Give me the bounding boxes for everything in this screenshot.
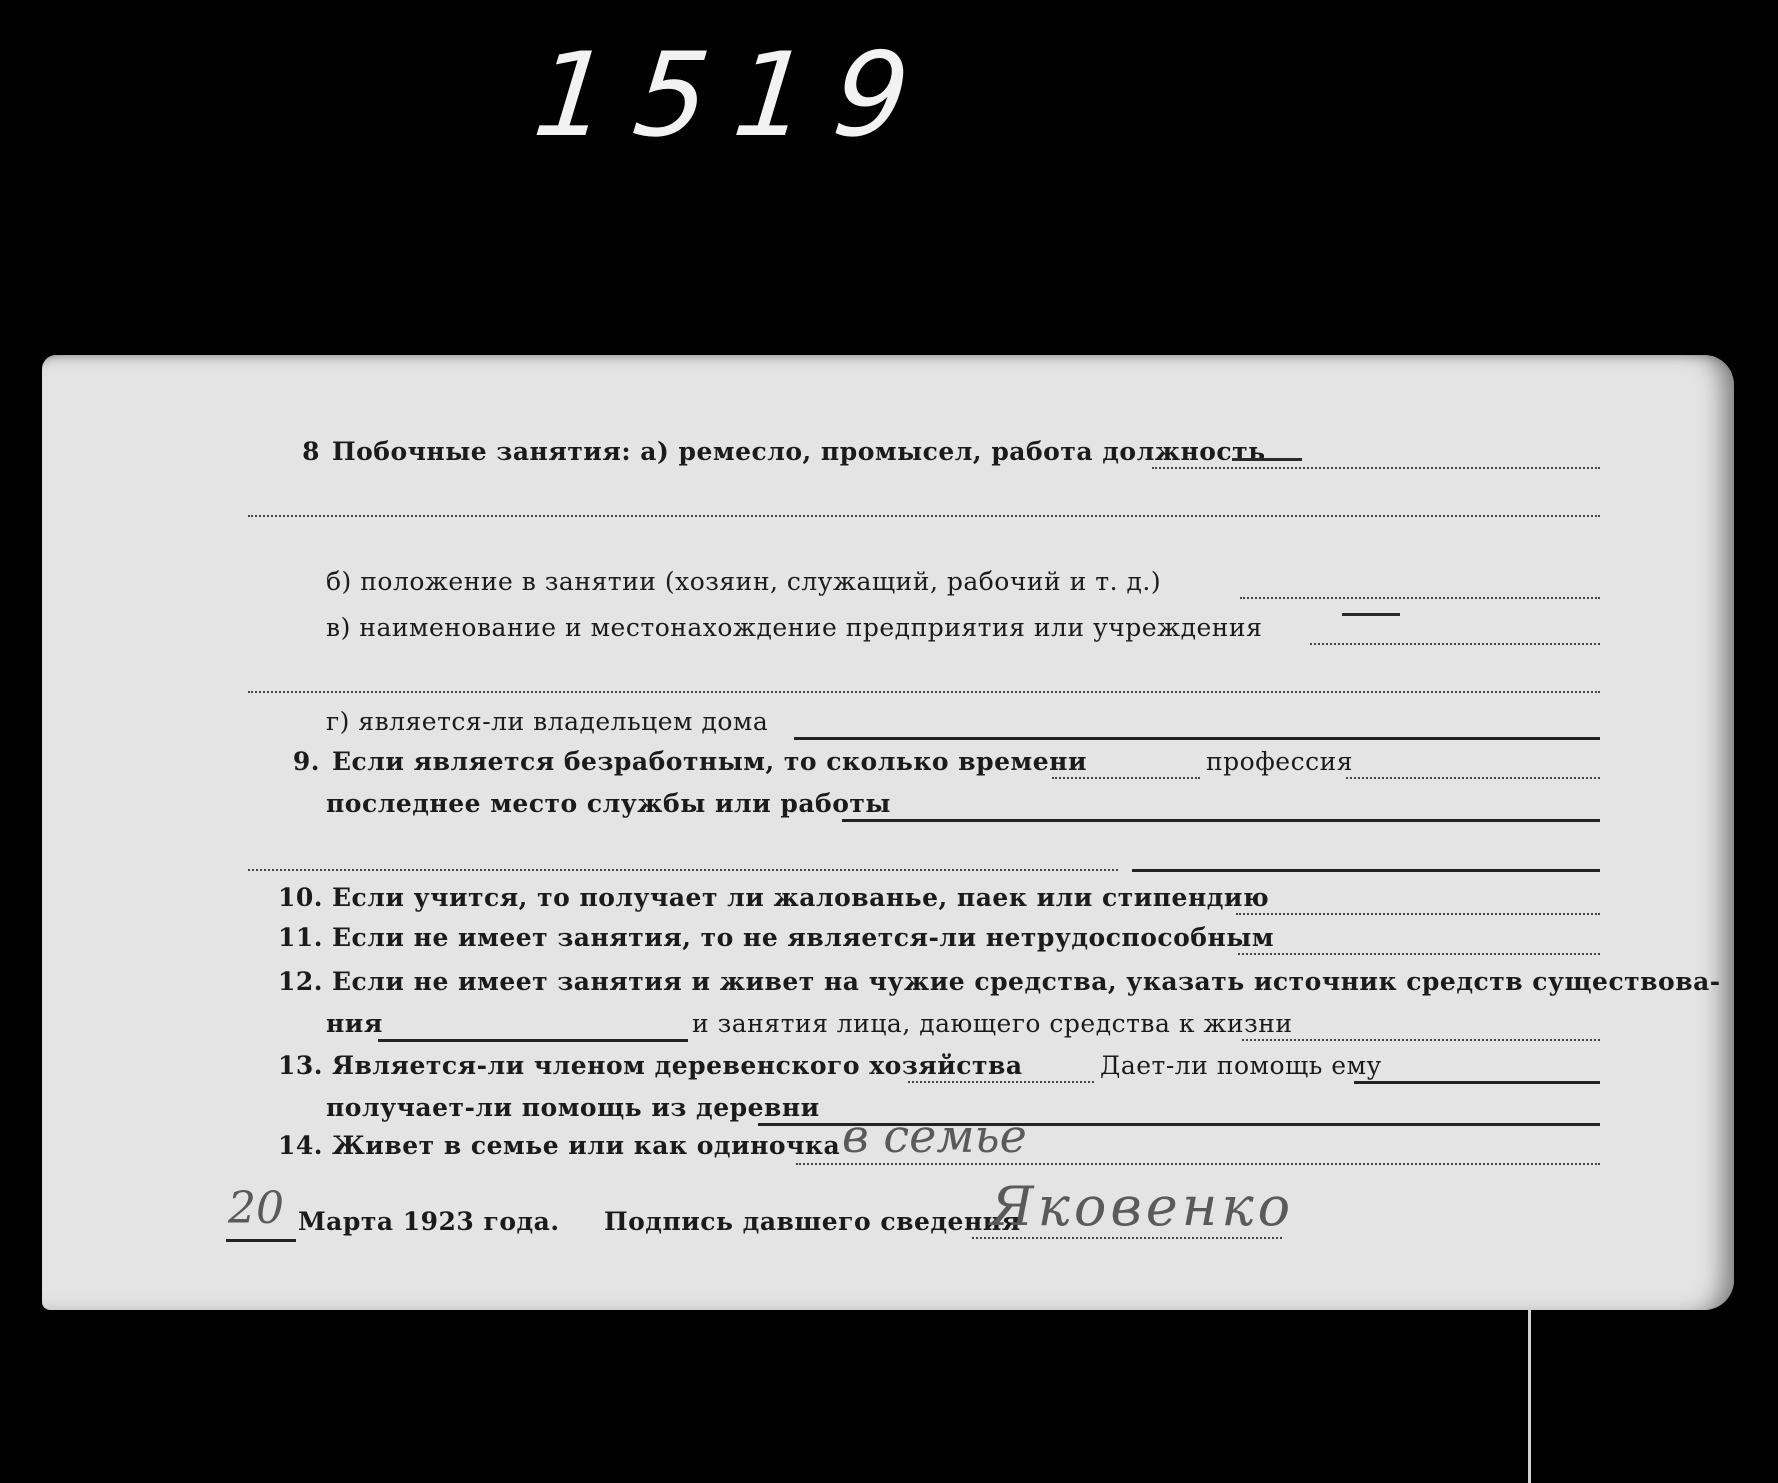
question-13-help: Дает-ли помощь ему [1100,1051,1382,1080]
handwritten-date-day: 20 [228,1183,284,1234]
question-10-text: Если учится, то получает ли жалованье, паек или стипендию [332,883,1270,912]
question-10 [278,883,1269,912]
answer-line [1346,777,1600,779]
question-12-text: Если не имеет занятия и живет на чужие средства, указать источник средств существова- [332,967,1721,996]
signature-label: Подпись давшего сведения [604,1207,1021,1236]
question-14-text: Живет в семье или как одиночка [332,1131,841,1160]
question-11-text: Если не имеет занятия, то не является-ли нетрудоспособным [332,923,1275,952]
answer-line [794,737,1600,740]
form-card [42,355,1734,1310]
question-12-cont-a: ния [326,1009,383,1038]
question-8-text: Побочные занятия: а) ремесло, промысел, работа должность [332,437,1266,466]
frame-number: 1519 [527,28,942,163]
answer-line [796,1163,1600,1165]
question-8g: г) является-ли владельцем дома [326,707,769,736]
question-13 [278,1051,1023,1080]
handwritten-signature: Яковенко [990,1175,1295,1238]
answer-line [842,819,1600,822]
answer-line [908,1081,1094,1083]
answer-line [1240,597,1600,599]
answer-line [1310,643,1600,645]
answer-line [1132,869,1600,872]
question-13-cont: получает-ли помощь из деревни [326,1093,820,1122]
question-9-profession: профессия [1206,747,1354,776]
answer-line [248,515,1600,517]
question-8 [278,437,1266,466]
answer-line [248,691,1600,693]
question-12-number: 12. [278,967,323,996]
answer-line [1354,1081,1600,1084]
answer-line [248,869,1118,871]
question-8b: б) положение в занятии (хозяин, служащий, рабочий и т. д.) [326,567,1162,596]
question-9-last-job: последнее место службы или работы [326,789,891,818]
answer-line [378,1039,688,1042]
question-11 [278,923,1274,952]
answer-line [1238,953,1600,955]
dash-mark [1342,613,1400,616]
question-12 [278,967,1721,996]
question-13-number: 13. [278,1051,323,1080]
answer-line [1152,467,1600,469]
handwritten-answer: в семье [842,1109,1027,1163]
dash-mark [1232,458,1302,461]
question-8v: в) наименование и местонахождение предприятия или учреждения [326,613,1263,642]
question-9 [278,747,1087,776]
question-12-cont-b: и занятия лица, дающего средства к жизни [692,1009,1293,1038]
answer-line [1242,1039,1600,1041]
answer-line [1052,777,1200,779]
question-11-number: 11. [278,923,323,952]
question-14-number: 14. [278,1131,323,1160]
question-8-number: 8 [302,437,320,466]
date-text: Марта 1923 года. [298,1207,560,1236]
question-9-text: Если является безработным, то сколько времени [332,747,1087,776]
question-10-number: 10. [278,883,323,912]
film-edge-mark [1528,1308,1531,1483]
question-14 [278,1131,840,1160]
answer-line [1236,913,1600,915]
question-13-text: Является-ли членом деревенского хозяйства [332,1051,1023,1080]
date-line [226,1239,296,1242]
question-9-number: 9. [292,747,320,776]
